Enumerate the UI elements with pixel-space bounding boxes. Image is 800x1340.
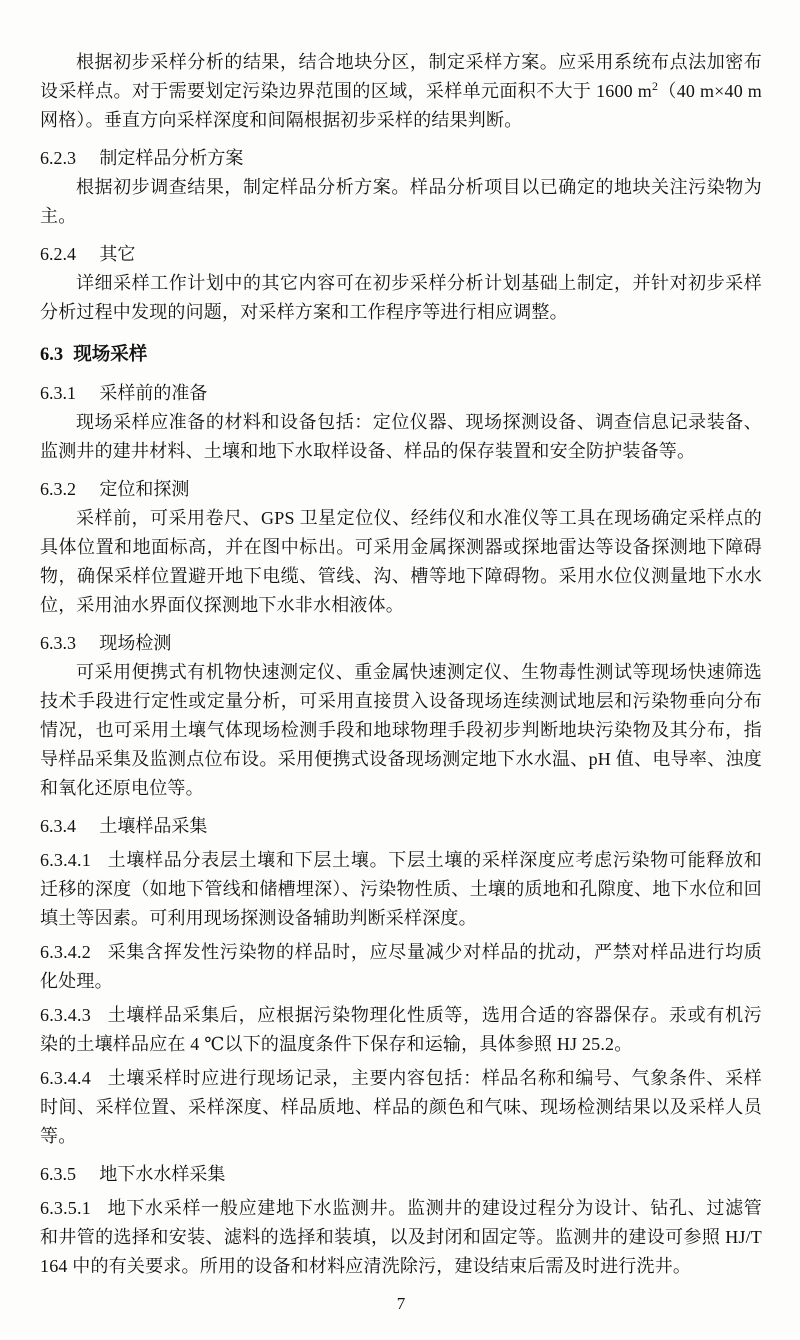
heading-number: 6.2.4 xyxy=(40,244,76,264)
heading-number: 6.3.5 xyxy=(40,1164,76,1184)
paragraph-6-3-2: 采样前，可采用卷尺、GPS 卫星定位仪、经纬仪和水准仪等工具在现场确定采样点的具体位置和地面标高，并在图中标出。可采用金属探测器或探地雷达等设备探测地下障碍物，确保采样位置避开地下电缆、管线、沟、槽等地下障碍物。采用水位仪测量地下水水位，采用油水界面仪探测地下水非水相液体。 xyxy=(40,508,762,615)
paragraph-detail-sampling-plan xyxy=(40,48,762,135)
heading-title: 土壤样品采集 xyxy=(99,816,208,836)
clause-number: 6.3.4.1 xyxy=(40,850,91,870)
clause-6-3-4-1 xyxy=(40,846,762,933)
clause-6-3-4-2 xyxy=(40,938,762,996)
paragraph-6-2-3: 根据初步调查结果，制定样品分析方案。样品分析项目以已确定的地块关注污染物为主。 xyxy=(40,177,762,226)
clause-number: 6.3.4.4 xyxy=(40,1068,91,1088)
clause-text: 地下水采样一般应建地下水监测井。监测井的建设过程分为设计、钻孔、过滤管和井管的选择和安装、滤料的选择和装填，以及封闭和固定等。监测井的建设可参照 HJ/T 164 中的有关要求。所用的设备和材料应清洗除污，建设结束后需及时进行洗井。 xyxy=(40,1198,762,1276)
heading-number: 6.3.1 xyxy=(40,383,76,403)
heading-6-3-4 xyxy=(40,812,762,841)
heading-title: 地下水水样采集 xyxy=(99,1164,226,1184)
clause-6-3-5-1 xyxy=(40,1194,762,1281)
clause-6-3-4-4 xyxy=(40,1064,762,1151)
clause-text: 采集含挥发性污染物的样品时，应尽量减少对样品的扰动，严禁对样品进行均质化处理。 xyxy=(40,942,762,991)
heading-6-3-1 xyxy=(40,379,762,408)
heading-title: 定位和探测 xyxy=(99,479,190,499)
paragraph-6-3-1: 现场采样应准备的材料和设备包括：定位仪器、现场探测设备、调查信息记录装备、监测井的建井材料、土壤和地下水取样设备、样品的保存装置和安全防护装备等。 xyxy=(40,412,762,461)
clause-number: 6.3.5.1 xyxy=(40,1198,91,1218)
heading-title: 制定样品分析方案 xyxy=(99,148,244,168)
paragraph-6-2-4: 详细采样工作计划中的其它内容可在初步采样分析计划基础上制定，并针对初步采样分析过程中发现的问题，对采样方案和工作程序等进行相应调整。 xyxy=(40,273,762,322)
paragraph-6-3-3: 可采用便携式有机物快速测定仪、重金属快速测定仪、生物毒性测试等现场快速筛选技术手段进行定性或定量分析，可采用直接贯入设备现场连续测试地层和污染物垂向分布情况，也可采用土壤气体现场检测手段和地球物理手段初步判断地块污染物及其分布，指导样品采集及监测点位布设。采用便携式设备现场测定地下水水温、pH 值、电导率、浊度和氧化还原电位等。 xyxy=(40,662,762,798)
heading-title: 其它 xyxy=(99,244,136,264)
clause-text: 土壤采样时应进行现场记录，主要内容包括：样品名称和编号、气象条件、采样时间、采样位置、采样深度、样品质地、样品的颜色和气味、现场检测结果以及采样人员等。 xyxy=(40,1068,762,1146)
clause-text: 土壤样品分表层土壤和下层土壤。下层土壤的采样深度应考虑污染物可能释放和迁移的深度（如地下管线和储槽埋深）、污染物性质、土壤的质地和孔隙度、地下水位和回填土等因素。可利用现场探测设备辅助判断采样深度。 xyxy=(40,850,762,928)
heading-number: 6.3.2 xyxy=(40,479,76,499)
clause-number: 6.3.4.3 xyxy=(40,1005,91,1025)
heading-6-3-2 xyxy=(40,475,762,504)
paragraph-text: 根据初步采样分析的结果，结合地块分区，制定采样方案。应采用系统布点法加密布设采样点。对于需要划定污染边界范围的区域，采样单元面积不大于 1600 m xyxy=(40,52,762,101)
superscript-square-meters: 2 xyxy=(651,79,659,93)
heading-6-2-4 xyxy=(40,240,762,269)
heading-number: 6.3.3 xyxy=(40,633,76,653)
paragraph-text: （40 m×40 m 网格）。垂直方向采样深度和间隔根据初步采样的结果判断。 xyxy=(40,81,763,130)
heading-6-3 xyxy=(40,341,762,370)
clause-text: 土壤样品采集后，应根据污染物理化性质等，选用合适的容器保存。汞或有机污染的土壤样品应在 4 ℃以下的温度条件下保存和运输，具体参照 HJ 25.2。 xyxy=(40,1005,762,1054)
page-number: 7 xyxy=(396,1294,406,1313)
heading-title: 现场采样 xyxy=(73,345,148,365)
clause-6-3-4-3 xyxy=(40,1001,762,1059)
heading-title: 采样前的准备 xyxy=(99,383,208,403)
heading-6-3-5 xyxy=(40,1160,762,1189)
heading-number: 6.3 xyxy=(40,345,64,365)
heading-6-2-3 xyxy=(40,144,762,173)
heading-6-3-3 xyxy=(40,629,762,658)
heading-number: 6.2.3 xyxy=(40,148,76,168)
heading-title: 现场检测 xyxy=(99,633,172,653)
heading-number: 6.3.4 xyxy=(40,816,76,836)
clause-number: 6.3.4.2 xyxy=(40,942,91,962)
